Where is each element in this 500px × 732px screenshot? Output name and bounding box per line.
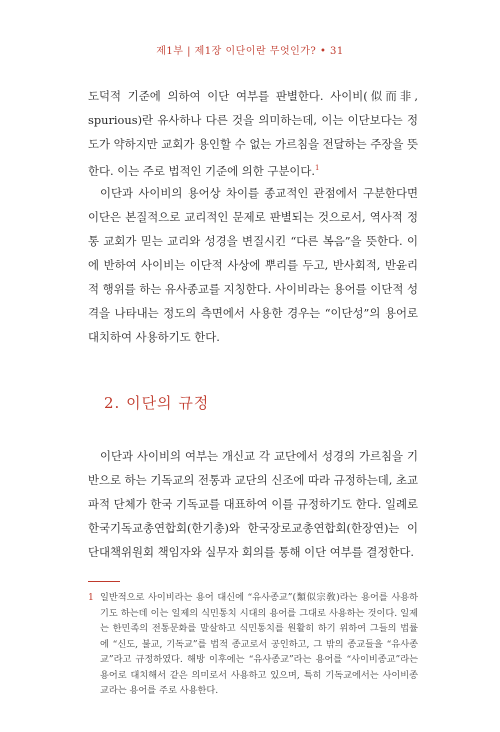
footnote-number: 1 <box>88 592 94 603</box>
paragraph-text: 도덕적 기준에 의하여 이단 여부를 판별한다. 사이비(似而非, spurious)란 유사하나 다른 것을 의미하는데, 이는 이단보다는 정도가 약하지만 교회가 용인할 수 없는 가르침을 전달하는 주장을 뜻한다. 이는 주로 법적인 기준에 의한 구분이다. <box>88 89 418 178</box>
footnote-text: 일반적으로 사이비라는 용어 대신에 “유사종교”(類似宗敎)라는 용어를 사용하기도 하는데 이는 일제의 식민통치 시대의 용어를 그대로 사용하는 것이다. 일제는 한민족의 전통문화를 말살하고 식민통치를 원활히 하기 위하여 그들의 법률에 “신도, 불교, 기독교”를 법적 종교로서 공인하고, 그 밖의 종교들을 “유사종교”라고 규정하였다. 해방 이후에는 “유사종교”라는 용어를 “사이비종교”라는 용어로 대치해서 같은 의미로서 사용하고 있으며, 특히 기독교에서는 사이비종교라는 용어를 주로 사용한다. <box>100 592 418 696</box>
footnote-divider <box>88 581 120 582</box>
footnote <box>88 590 418 699</box>
body-paragraph-1 <box>88 84 418 183</box>
running-head: 제1부 | 제1장 이단이란 무엇인가? • 31 <box>156 46 344 57</box>
body-paragraph-2: 이단과 사이비의 용어상 차이를 종교적인 관점에서 구분한다면 이단은 본질적으로 교리적인 문제로 판별되는 것으로서, 역사적 정통 교회가 믿는 교리와 성경을 변질시킨 “다른 복음”을 뜻한다. 이에 반하여 사이비는 이단적 사상에 뿌리를 두고, 반사회적, 반윤리적 행위를 하는 유사종교를 지칭한다. 사이비라는 용어를 이단적 성격을 나타내는 정도의 측면에서 사용한 경우는 “이단성”의 용어로 대치하여 사용하기도 한다. <box>88 186 418 344</box>
footnote-reference[interactable]: 1 <box>315 164 320 172</box>
section-heading: 2. 이단의 규정 <box>104 394 210 412</box>
body-paragraph-3: 이단과 사이비의 여부는 개신교 각 교단에서 성경의 가르침을 기반으로 하는 기독교의 전통과 교단의 신조에 따라 규정하는데, 초교파적 단체가 한국 기독교를 대표하여 이를 규정하기도 한다. 일례로 한국기독교총연합회(한기총)와 한국장로교총연합회(한장연)는 이단대책위원회 책임자와 실무자 회의를 통해 이단 여부를 결정한다. <box>88 449 418 559</box>
